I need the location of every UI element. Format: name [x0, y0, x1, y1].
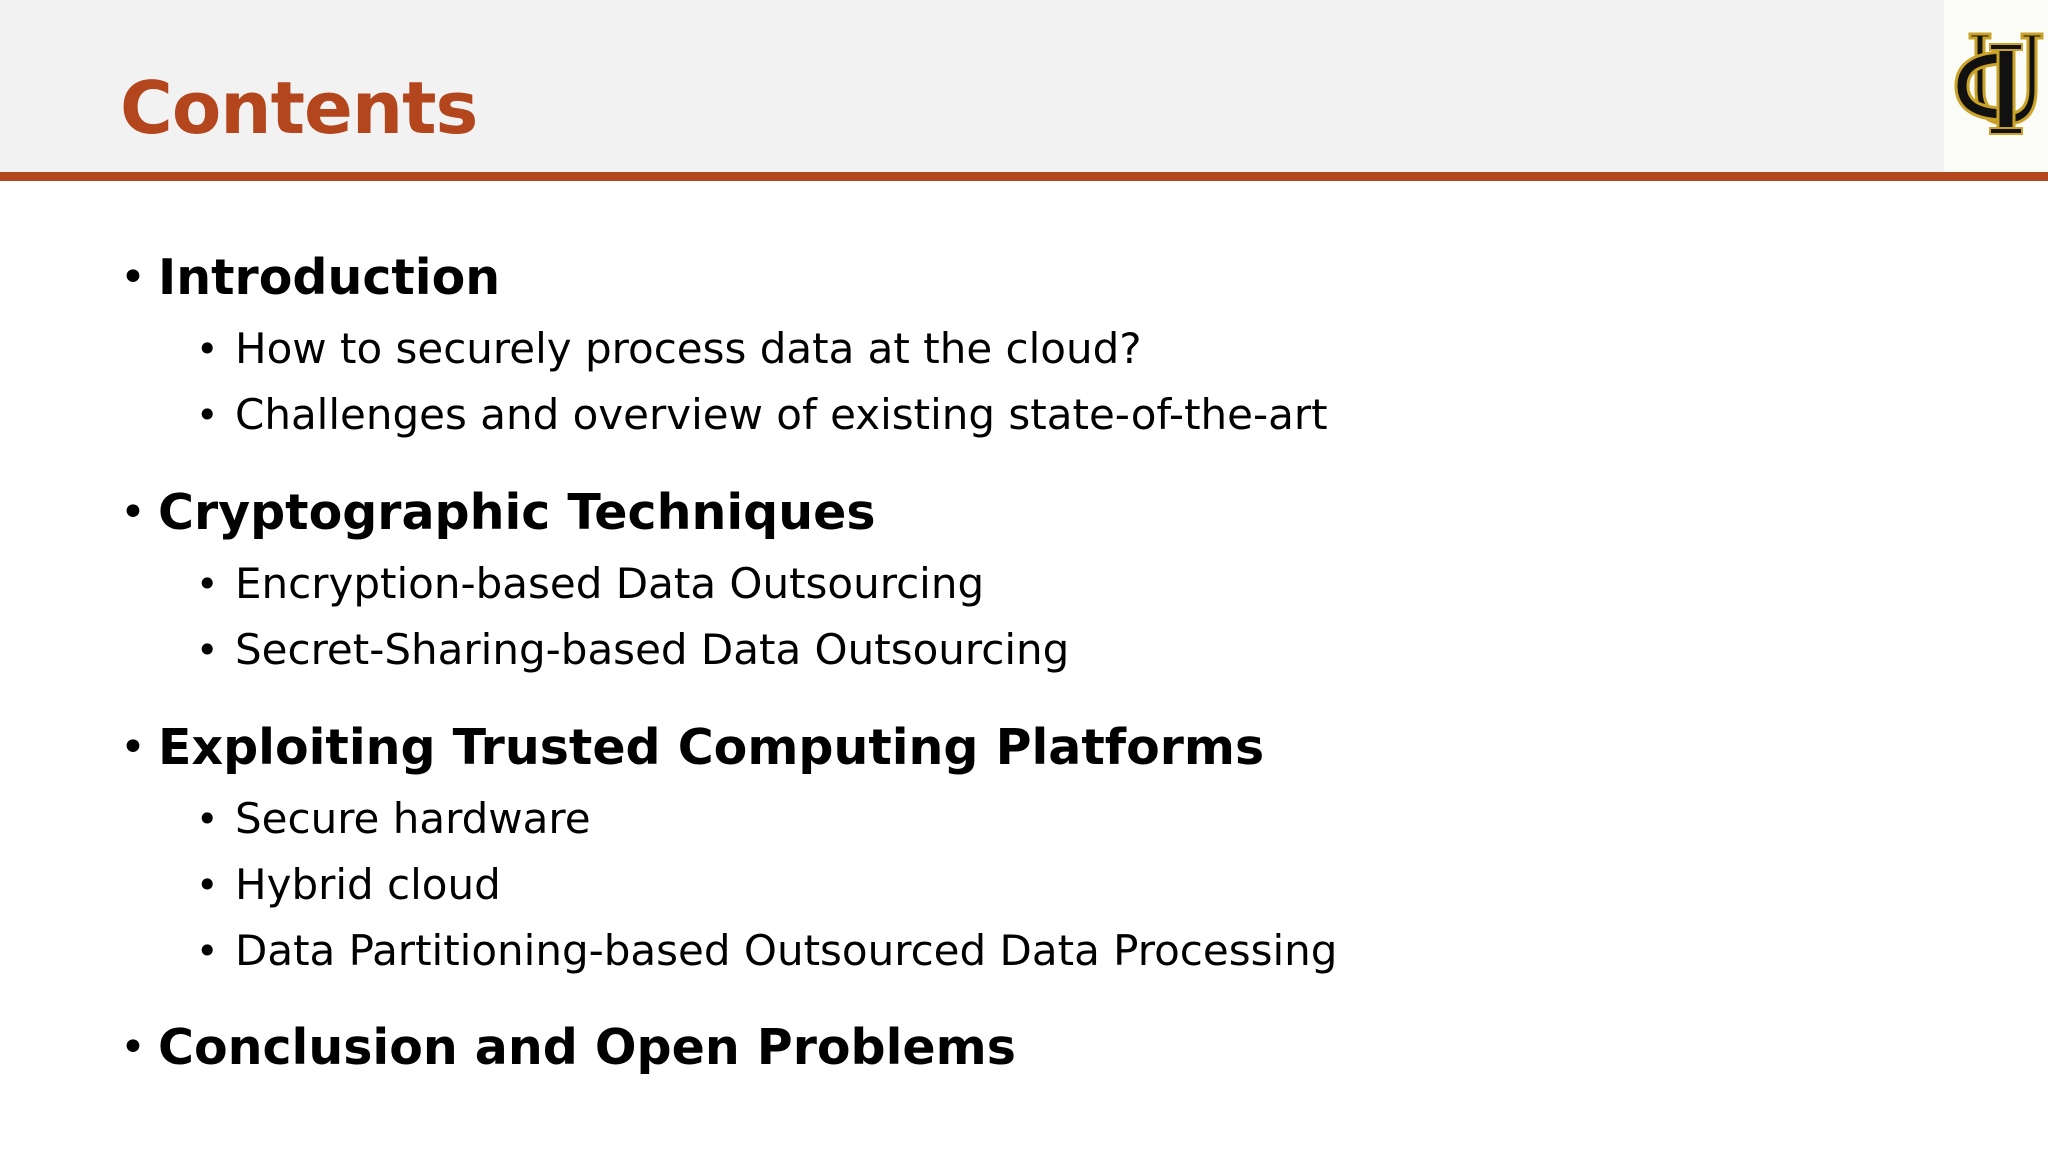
bullet: •	[196, 393, 219, 437]
list-item-text: Encryption-based Data Outsourcing	[235, 559, 985, 608]
bullet: •	[120, 1022, 146, 1073]
bullet: •	[120, 487, 146, 538]
section-heading-text: Cryptographic Techniques	[158, 484, 876, 541]
bullet: •	[196, 327, 219, 371]
bullet: •	[196, 628, 219, 672]
list-item-text: Challenges and overview of existing state-of-the-art	[235, 390, 1328, 439]
list-item-text: Secure hardware	[235, 794, 591, 843]
bullet: •	[120, 252, 146, 303]
bullet: •	[196, 929, 219, 973]
list-item-text: How to securely process data at the cloud?	[235, 324, 1142, 373]
list-item-text: Secret-Sharing-based Data Outsourcing	[235, 625, 1070, 674]
section-heading-text: Conclusion and Open Problems	[158, 1019, 1016, 1076]
bullet: •	[196, 797, 219, 841]
bullet: •	[196, 863, 219, 907]
slide-title: Contents	[120, 66, 478, 150]
bullet: •	[196, 562, 219, 606]
bullet: •	[120, 722, 146, 773]
section-heading-text: Exploiting Trusted Computing Platforms	[158, 719, 1265, 776]
section-heading-text: Introduction	[158, 249, 501, 306]
list-item-text: Hybrid cloud	[235, 860, 501, 909]
list-item-text: Data Partitioning-based Outsourced Data Processing	[235, 926, 1338, 975]
